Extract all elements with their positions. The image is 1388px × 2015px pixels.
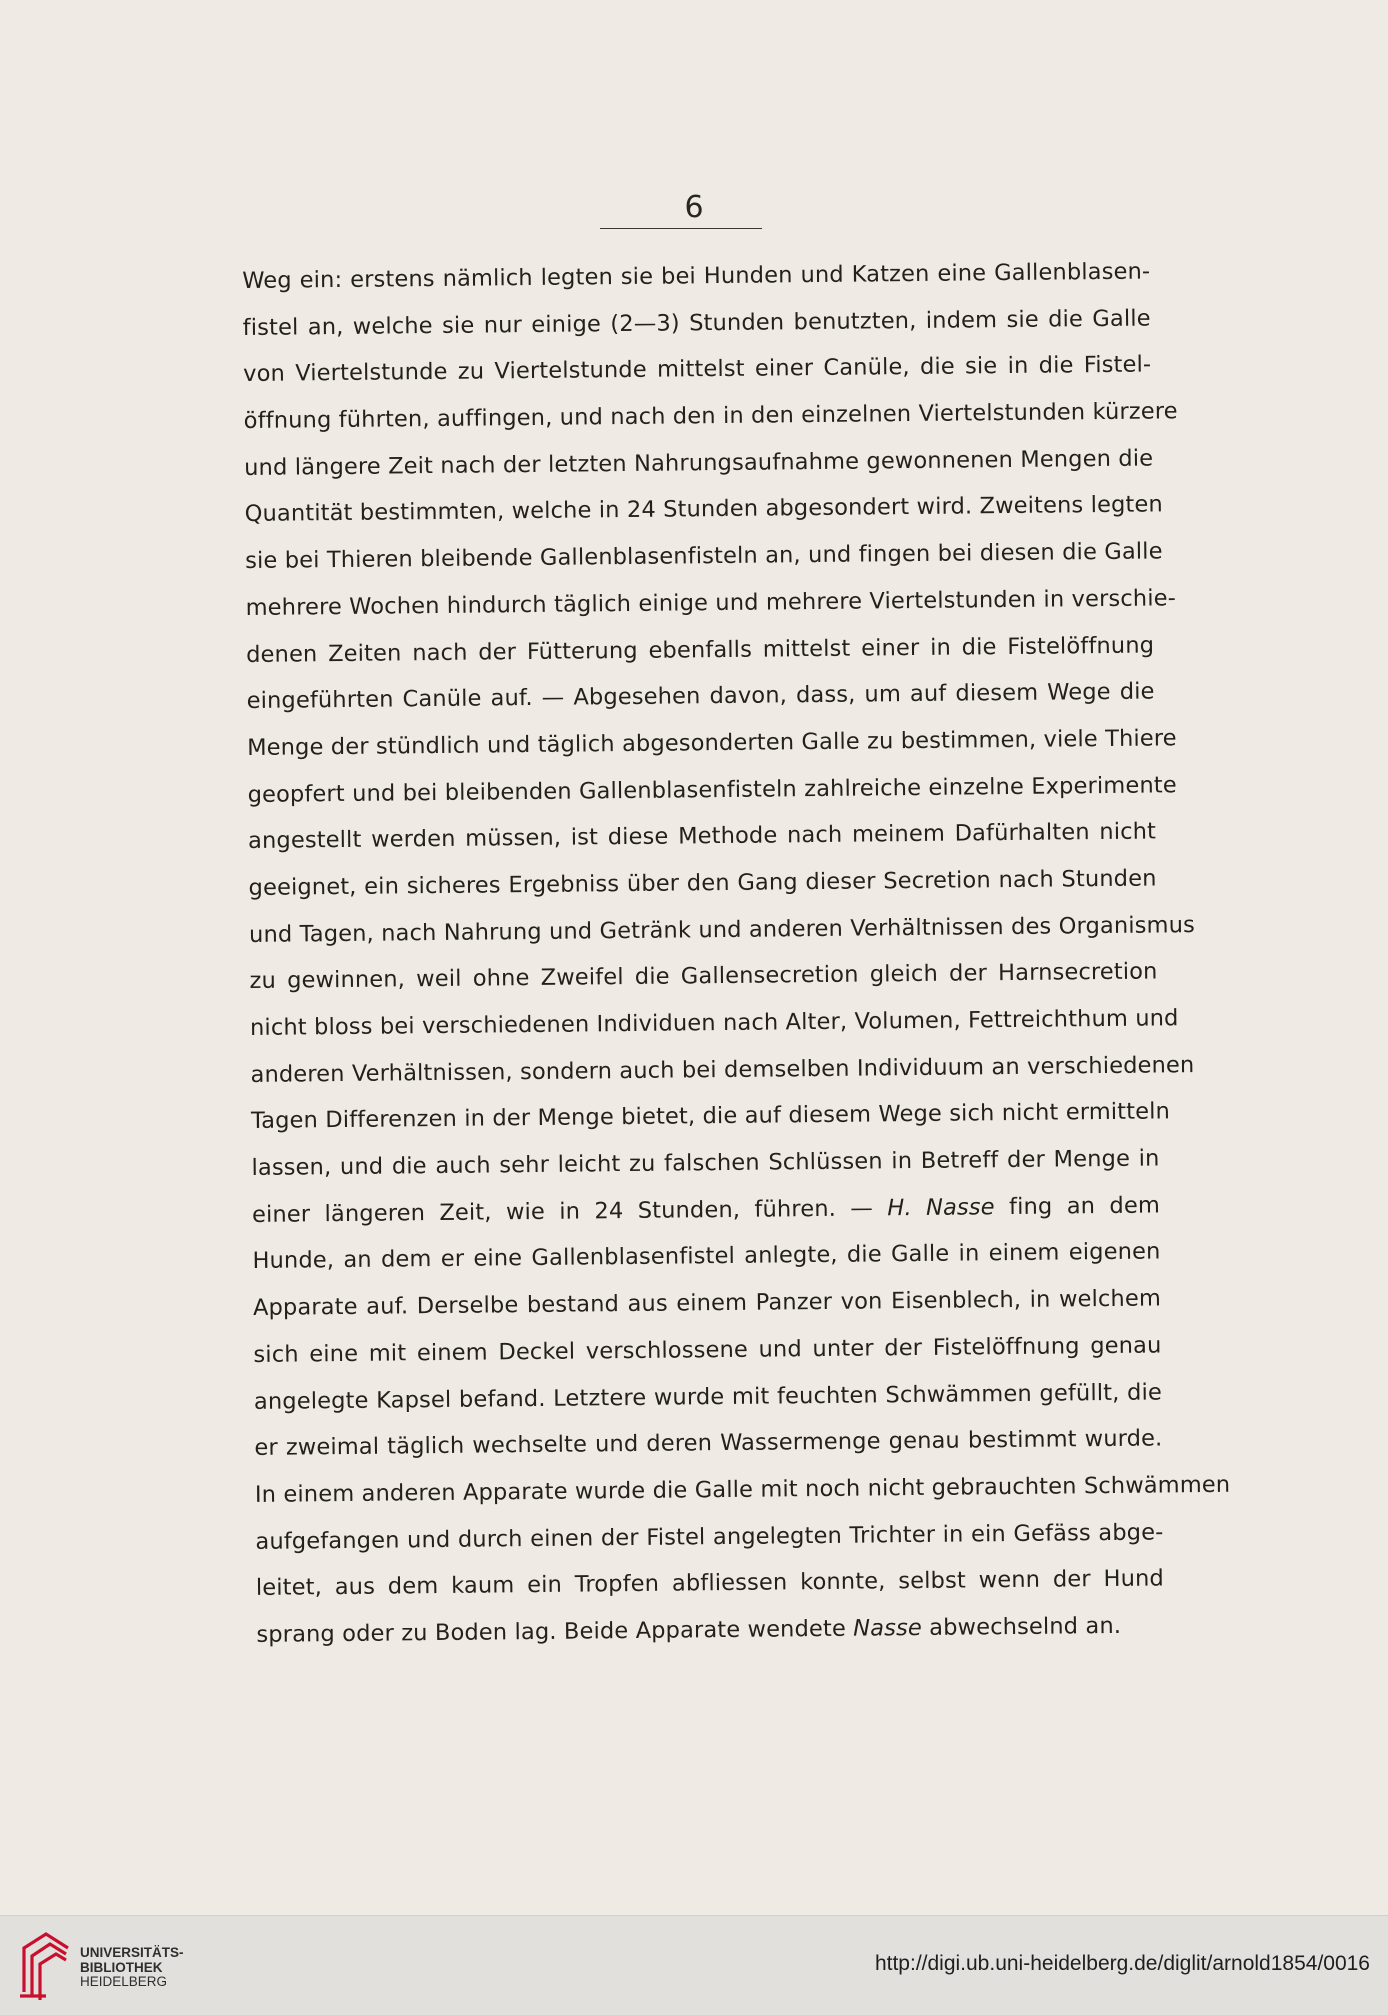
text-line: sie bei Thieren bleibende Gallenblasenfisteln an, und fingen bei diesen die Galle — [245, 538, 1163, 575]
page-number: 6 — [684, 190, 704, 225]
library-name-line: BIBLIOTHEK — [80, 1959, 163, 1975]
library-name-line: UNIVERSITÄTS- — [80, 1945, 184, 1960]
text-line: zu gewinnen, weil ohne Zweifel die Gallensecretion gleich der Harnsecretion — [249, 958, 1158, 995]
text-segment: abwechselnd an. — [929, 1612, 1122, 1641]
text-line: von Viertelstunde zu Viertelstunde mittelst einer Canüle, die sie in die Fistel- — [243, 351, 1152, 388]
author-name: H. Nasse — [887, 1193, 995, 1222]
text-line: fistel an, welche sie nur einige (2—3) Stunden benutzten, indem sie die Galle — [242, 305, 1151, 341]
text-segment: sprang oder zu Boden lag. Beide Apparate wendete — [256, 1615, 847, 1648]
text-line: Tagen Differenzen in der Menge bietet, die auf diesem Wege sich nicht ermitteln — [250, 1098, 1171, 1135]
text-line: In einem anderen Apparate wurde die Galle mit noch nicht gebrauchten Schwämmen — [254, 1471, 1231, 1508]
text-line: mehrere Wochen hindurch täglich einige und mehrere Viertelstunden in verschie- — [245, 585, 1177, 621]
text-line: aufgefangen und durch einen der Fistel angelegten Trichter in ein Gefäss abge- — [255, 1518, 1164, 1555]
text-line: Quantität bestimmten, welche in 24 Stunden abgesondert wird. Zweitens legten — [244, 491, 1163, 528]
text-line: geopfert und bei bleibenden Gallenblasenfisteln zahlreiche einzelne Experimente — [247, 771, 1177, 808]
text-line: sich eine mit einem Deckel verschlossene und unter der Fistelöffnung genau — [253, 1332, 1162, 1368]
header-rule — [600, 228, 762, 229]
text-line: Weg ein: erstens nämlich legten sie bei Hunden und Katzen eine Gallenblasen- — [242, 258, 1151, 294]
text-line: lassen, und die auch sehr leicht zu falschen Schlüssen in Betreff der Menge in — [251, 1145, 1160, 1182]
text-line: Apparate auf. Derselbe bestand aus einem Panzer von Eisenblech, in welchem — [252, 1285, 1162, 1322]
text-line: denen Zeiten nach der Fütterung ebenfalls mittelst einer in die Fistelöffnung — [246, 631, 1155, 668]
ub-heidelberg-logo-icon — [16, 1930, 74, 2002]
text-line: geeignet, ein sicheres Ergebniss über den Gang dieser Secretion nach Stunden — [248, 865, 1157, 901]
text-line: Menge der stündlich und täglich abgesonderten Galle zu bestimmen, viele Thiere — [246, 725, 1177, 761]
body-text — [242, 248, 1231, 1658]
text-line: anderen Verhältnissen, sondern auch bei demselben Individuum an verschiedenen — [250, 1051, 1195, 1088]
library-name-line: HEIDELBERG — [80, 1974, 168, 1989]
text-line: er zweimal täglich wechselte und deren Wassermenge genau bestimmt wurde. — [254, 1425, 1163, 1462]
author-name: Nasse — [853, 1614, 923, 1642]
digitization-footer — [0, 1915, 1388, 2015]
text-line: angestellt werden müssen, ist diese Methode nach meinem Dafürhalten nicht — [247, 818, 1157, 855]
text-line: und längere Zeit nach der letzten Nahrungsaufnahme gewonnenen Mengen die — [244, 445, 1154, 481]
text-line: nicht bloss bei verschiedenen Individuen nach Alter, Volumen, Fettreichthum und — [249, 1005, 1179, 1041]
text-line: angelegte Kapsel befand. Letztere wurde mit feuchten Schwämmen gefüllt, die — [253, 1378, 1163, 1415]
text-line: eingeführten Canüle auf. — Abgesehen davon, dass, um auf diesem Wege die — [246, 678, 1155, 715]
source-url-link[interactable]: http://digi.ub.uni-heidelberg.de/diglit/arnold1854/0016 — [874, 1952, 1370, 1975]
text-segment: einer längeren Zeit, wie in 24 Stunden, führen. — — [251, 1195, 874, 1228]
library-name — [80, 1946, 184, 1990]
text-line — [256, 1602, 1164, 1658]
text-line: leitet, aus dem kaum ein Tropfen abfliessen konnte, selbst wenn der Hund — [255, 1565, 1165, 1602]
text-line: Hunde, an dem er eine Gallenblasenfistel anlegte, die Galle in einem eigenen — [252, 1238, 1161, 1275]
text-line: und Tagen, nach Nahrung und Getränk und anderen Verhältnissen des Organismus — [248, 911, 1196, 948]
text-line: öffnung führten, auffingen, und nach den in den einzelnen Viertelstunden kürzere — [243, 398, 1178, 435]
text-segment: fing an dem — [1008, 1192, 1161, 1220]
